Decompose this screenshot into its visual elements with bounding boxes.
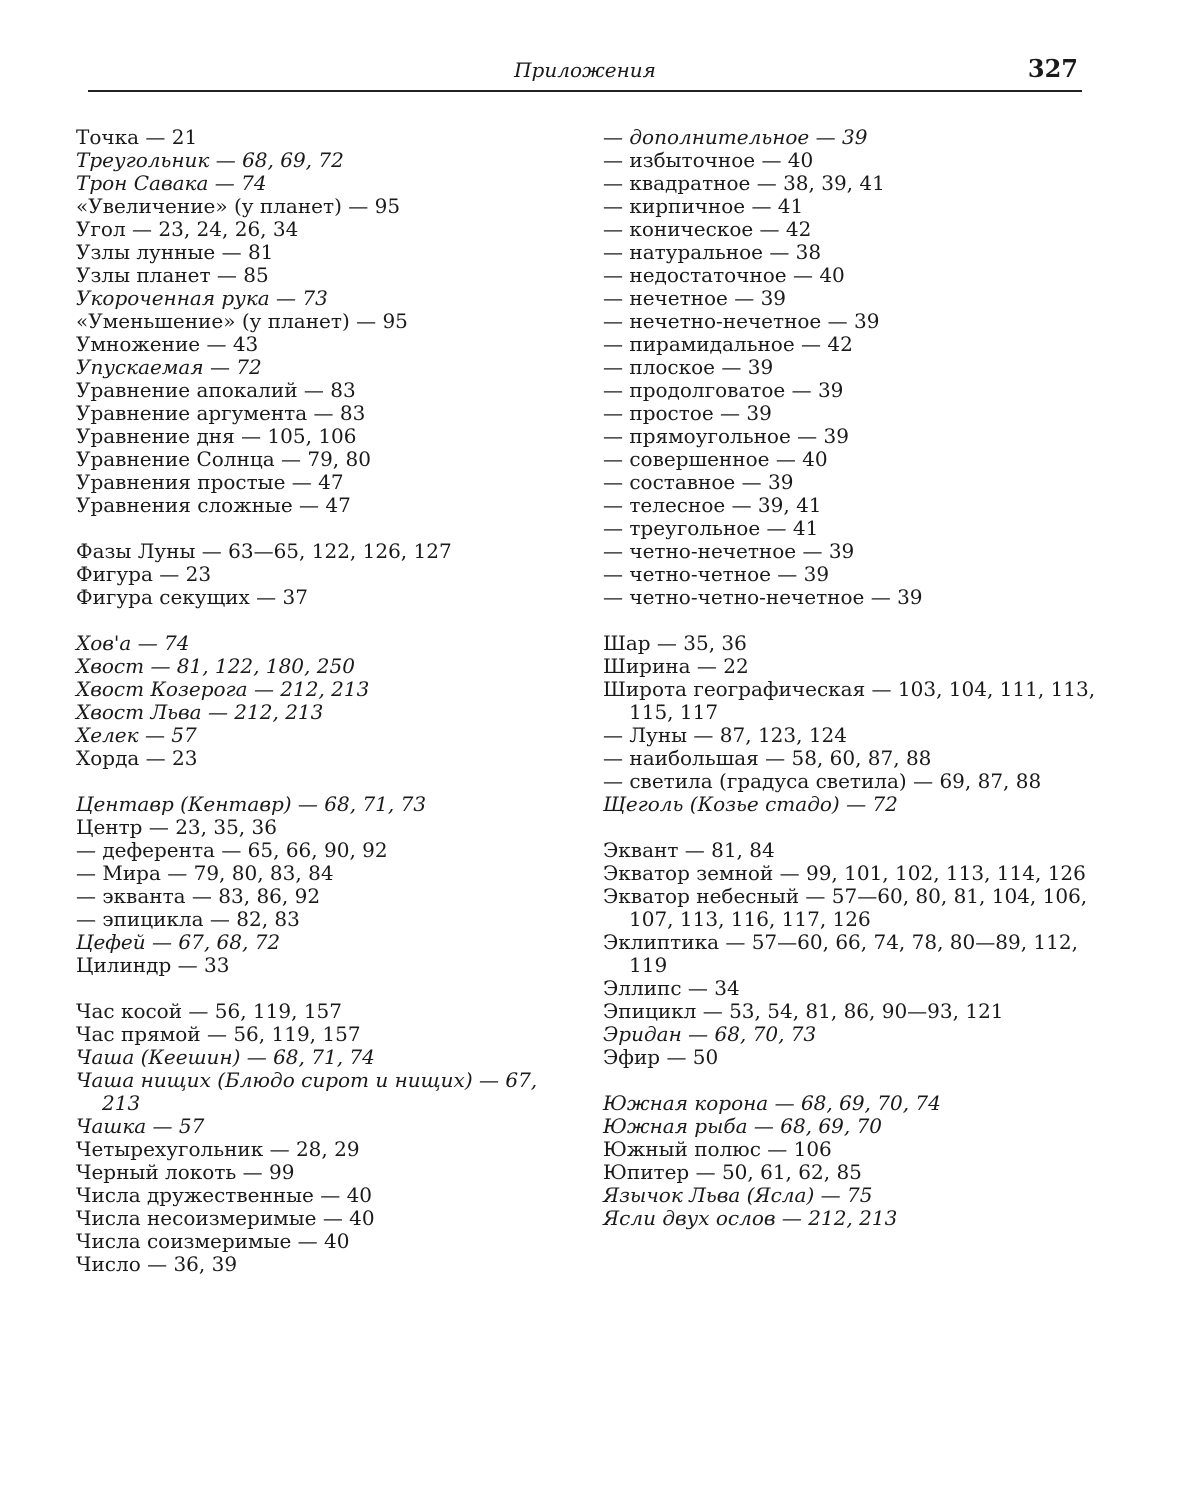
index-entry: Уравнения простые — 47 — [76, 470, 344, 494]
index-entry: — нечетно-нечетное — 39 — [603, 309, 880, 333]
index-column-right — [603, 126, 1103, 1230]
index-entry: Южный полюс — 106 — [603, 1137, 832, 1161]
index-entry: Угол — 23, 24, 26, 34 — [76, 217, 299, 241]
index-entry: — нечетное — 39 — [603, 286, 787, 310]
index-entry: — эпицикла — 82, 83 — [76, 907, 300, 931]
index-entry: Фигура — 23 — [76, 562, 212, 586]
index-entry: Уравнение дня — 105, 106 — [76, 424, 357, 448]
index-entry: Юпитер — 50, 61, 62, 85 — [603, 1160, 862, 1184]
index-entry: Узлы планет — 85 — [76, 263, 269, 287]
section-gap — [603, 609, 1103, 632]
index-entry: — совершенное — 40 — [603, 447, 828, 471]
section-gap — [76, 770, 576, 793]
index-entry: Числа несоизмеримые — 40 — [76, 1206, 375, 1230]
index-entry: Язычок Льва (Ясла) — 75 — [603, 1183, 873, 1207]
index-entry: Чаша (Кеешин) — 68, 71, 74 — [76, 1045, 375, 1069]
index-entry: — четно-четное — 39 — [603, 562, 830, 586]
index-entry: Уравнение аргумента — 83 — [76, 401, 366, 425]
index-entry: Ясли двух ослов — 212, 213 — [603, 1206, 898, 1230]
index-entry: Черный локоть — 99 — [76, 1160, 295, 1184]
index-entry: — пирамидальное — 42 — [603, 332, 853, 356]
index-entry: — деферента — 65, 66, 90, 92 — [76, 838, 388, 862]
index-entry: — треугольное — 41 — [603, 516, 819, 540]
index-entry: Центр — 23, 35, 36 — [76, 815, 277, 839]
index-entry: — светила (градуса светила) — 69, 87, 88 — [603, 769, 1042, 793]
index-entry: — плоское — 39 — [603, 355, 774, 379]
index-entry: Фазы Луны — 63—65, 122, 126, 127 — [76, 539, 452, 563]
index-entry: Ширина — 22 — [603, 654, 749, 678]
index-entry: Узлы лунные — 81 — [76, 240, 274, 264]
index-entry: Эфир — 50 — [603, 1045, 719, 1069]
index-entry: Четырехугольник — 28, 29 — [76, 1137, 360, 1161]
index-entry: — телесное — 39, 41 — [603, 493, 822, 517]
section-gap — [76, 517, 576, 540]
index-entry: — дополнительное — 39 — [603, 125, 868, 149]
index-entry: — квадратное — 38, 39, 41 — [603, 171, 885, 195]
section-gap — [603, 816, 1103, 839]
index-entry: Фигура секущих — 37 — [76, 585, 308, 609]
page-number: 327 — [1027, 54, 1078, 83]
index-entry: Цефей — 67, 68, 72 — [76, 930, 281, 954]
index-entry: Эклиптика — 57—60, 66, 74, 78, 80—89, 112, 119 — [603, 930, 1078, 977]
index-entry: Хелек — 57 — [76, 723, 197, 747]
index-entry: Чаша нищих (Блюдо сирот и нищих) — 67, 213 — [76, 1068, 538, 1115]
index-entry: Центавр (Кентавр) — 68, 71, 73 — [76, 792, 427, 816]
index-entry: Эридан — 68, 70, 73 — [603, 1022, 817, 1046]
running-title: Приложения — [514, 58, 656, 82]
index-entry: — экванта — 83, 86, 92 — [76, 884, 321, 908]
index-entry: Упускаемая — 72 — [76, 355, 262, 379]
index-entry: Хорда — 23 — [76, 746, 198, 770]
index-entry: — продолговатое — 39 — [603, 378, 844, 402]
index-entry: Цилиндр — 33 — [76, 953, 230, 977]
index-entry: Число — 36, 39 — [76, 1252, 238, 1276]
index-entry: «Уменьшение» (у планет) — 95 — [76, 309, 408, 333]
index-entry: Экватор небесный — 57—60, 80, 81, 104, 106, 107, 113, 116, 117, 126 — [603, 884, 1088, 931]
index-entry: — натуральное — 38 — [603, 240, 822, 264]
index-entry: Числа дружественные — 40 — [76, 1183, 373, 1207]
index-entry: Экватор земной — 99, 101, 102, 113, 114, 126 — [603, 861, 1086, 885]
index-entry: «Увеличение» (у планет) — 95 — [76, 194, 401, 218]
index-entry: — кирпичное — 41 — [603, 194, 804, 218]
index-entry: — недостаточное — 40 — [603, 263, 845, 287]
index-entry: — прямоугольное — 39 — [603, 424, 849, 448]
section-gap — [76, 977, 576, 1000]
section-gap — [76, 609, 576, 632]
index-entry: Южная корона — 68, 69, 70, 74 — [603, 1091, 941, 1115]
index-entry: Умножение — 43 — [76, 332, 259, 356]
index-entry: — Луны — 87, 123, 124 — [603, 723, 848, 747]
index-entry: Час прямой — 56, 119, 157 — [76, 1022, 361, 1046]
index-entry: — коническое — 42 — [603, 217, 812, 241]
index-entry: Эллипс — 34 — [603, 976, 740, 1000]
page-header — [88, 54, 1082, 94]
index-entry: Уравнение Солнца — 79, 80 — [76, 447, 371, 471]
index-entry: Уравнения сложные — 47 — [76, 493, 351, 517]
index-entry: Широта географическая — 103, 104, 111, 113, 115, 117 — [603, 677, 1096, 724]
index-entry: Точка — 21 — [76, 125, 198, 149]
index-entry: Хвост — 81, 122, 180, 250 — [76, 654, 355, 678]
section-gap — [603, 1069, 1103, 1092]
index-entry: Уравнение апокалий — 83 — [76, 378, 356, 402]
index-entry: — четно-нечетное — 39 — [603, 539, 855, 563]
index-entry: Треугольник — 68, 69, 72 — [76, 148, 344, 172]
index-entry: Числа соизмеримые — 40 — [76, 1229, 350, 1253]
index-entry: Хов'а — 74 — [76, 631, 190, 655]
index-entry: — Мира — 79, 80, 83, 84 — [76, 861, 334, 885]
index-entry: — простое — 39 — [603, 401, 772, 425]
index-entry: — избыточное — 40 — [603, 148, 814, 172]
index-entry: Час косой — 56, 119, 157 — [76, 999, 342, 1023]
index-entry: Трон Савака — 74 — [76, 171, 267, 195]
index-entry: — четно-четно-нечетное — 39 — [603, 585, 923, 609]
index-column-left — [76, 126, 576, 1276]
index-entry: Хвост Козерога — 212, 213 — [76, 677, 370, 701]
index-entry: Эквант — 81, 84 — [603, 838, 775, 862]
index-entry: Шар — 35, 36 — [603, 631, 747, 655]
index-entry: Щеголь (Козье стадо) — 72 — [603, 792, 898, 816]
index-entry: Южная рыба — 68, 69, 70 — [603, 1114, 883, 1138]
index-entry: Укороченная рука — 73 — [76, 286, 328, 310]
index-entry: Хвост Льва — 212, 213 — [76, 700, 324, 724]
header-rule — [88, 90, 1082, 92]
index-entry: Эпицикл — 53, 54, 81, 86, 90—93, 121 — [603, 999, 1004, 1023]
index-entry: — составное — 39 — [603, 470, 794, 494]
index-entry: Чашка — 57 — [76, 1114, 205, 1138]
index-entry: — наибольшая — 58, 60, 87, 88 — [603, 746, 932, 770]
